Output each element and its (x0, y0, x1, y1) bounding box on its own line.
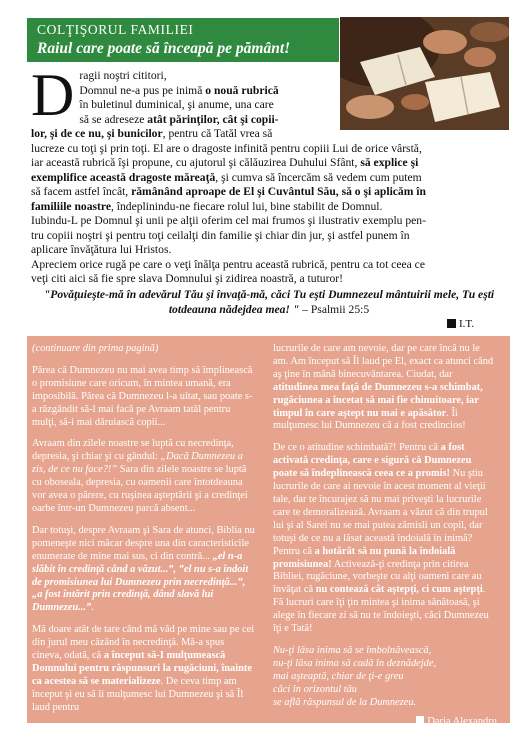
paragraph: Mă doare atât de tare când mă văd pe mine sau pe cei din jurul meu căzând în necredinţă. Mă-a spus cineva, odată, că a început să-I mulţumească Domnului pentru răspunsuri la rugăciuni, înainte ca acestea să se materializeze. De ceva timp am început şi eu să îi mulţumesc lui Dumnezeu şi să Îl laud pentru (32, 624, 255, 713)
article-title: Raiul care poate să înceapă pe pământ! (37, 40, 291, 57)
section-kicker: COLŢIŞORUL FAMILIEI (37, 22, 194, 37)
closing-poem: Nu-ţi lăsa inima să se îmbolnăvească, nu-ţi lăsa inima să cadă în deznădejde, mai aşteaptă, chiar de ţi-e greu căci în orizontul tău se află răspunsul de la Dumnezeu. (273, 644, 437, 708)
article-panel (27, 336, 510, 728)
intro-text: D ragii noştri cititori, Domnul ne-a pus pe inimă o nouă rubrică în buletinul duminical, şi anume, una care să se adreseze atât părinţilor, cât şi copii- lor, şi de ce nu, şi bunicilor, pentru că Tatăl vrea să lucreze cu toţi şi prin toţi. El are o dragoste infinită pentru copiii Lui de orice vârstă, iar această rubrică îşi propune, cu ajutorul şi călăuzirea Duhului Sfânt, să explice şi exemplifice această dragoste măreaţă, şi cumva să încercăm să vedem cum putem să facem astfel încât, rămânând aproape de El şi Cuvântul Său, să o şi aplicăm în familiile noastre, îndeplinindu-ne fiecare rolul lui, bine stabilit de Domnul. Iubindu-L pe Domnul şi unii pe alţii oferim cel mai frumos şi ilustrativ exemplu pen- tru copiii noştri şi pentru toţi ceilalţi din familie şi chiar din jur, şi astfel punem în aplicare învăţătura lui Hristos. Apreciem orice rugă pe care o veţi înălţa pentru această rubrică, pentru ca tot ceea ce veţi citi aici să fie spre slava Domnului şi zidirea noastră, a tuturor! (31, 62, 426, 285)
paragraph: Părea că Dumnezeu nu mai avea timp să împlinească o promisiune care oricum, în mintea umană, era imposibilă. Părea că Dumnezeu l-a uitat, sau poate s-a răzgândit să-l mai facă pe Avraam tatăl pentru mulţi, să-i mai dăruiască copii... (32, 364, 253, 428)
paragraph: De ce o atitudine schimbată?! Pentru că a fost activată credinţa, care e sigură că Dumnezeu poate să îndeplinească ceea ce a promis! Nu ştiu lucrurile de care ai nevoie în acest moment al vieţii tale, dar te încurajez să nu mai priveşti la lucrurile care te demoralizează. Avraam a văzut că din trupul lui şi al Sarei nu se mai putea zămisli un copil, dar totuşi de ce nu a lăsat această îndoială în inimă? Pentru că a hotărât să nu pună la îndoială promisiunea! Activează-ţi credinţa prin citirea Bibliei, rugăciune, vorbeşte cu alţi oameni care au învăţat că nu contează cât aştepţi, ci cum aştepţi. Fă lucruri care îţi ţin mintea şi inima sănătoasă, şi alege în fiecare zi să nu te îndoieşti, căci Dumnezeu îţi e Tată! (273, 442, 489, 635)
drop-cap: D (31, 62, 75, 128)
author-signature: Daria Alexandru (273, 716, 497, 729)
bible-quote: "Povăţuieşte-mă în adevărul Tău şi învaţă-mă, căci Tu eşti Dumnezeul mântuirii mele, Tu eşti totdeauna nădejdea mea! " – Psalmii 25:5 (43, 288, 495, 316)
section-header (27, 18, 339, 62)
quote-reference: – Psalmii 25:5 (299, 302, 370, 316)
paragraph: lucrurile de care am nevoie, dar pe care încă nu le am. Am început să Îl laud pe El, exact ca atunci când aş ţine în mână binecuvântarea. Ciudat, dar atitudinea mea faţă de Dumnezeu s-a schimbat, rugăciunea a încetat să mai fie chinuitoare, iar timpul în care aştept nu mai e apăsător. Îi mulţumesc lui Dumnezeu că a fost credincios! (273, 343, 494, 432)
continued-note: (continuare din prima pagină) (32, 343, 159, 354)
paragraph: Avraam din zilele noastre se luptă cu necredinţa, depresia, şi chiar şi cu gândul: „Dacă Dumnezeu a zis, de ce nu face?!” Sara din zilele noastre se luptă cu oboseala, depresia, cu oamenii care întotdeauna vor avea o părere, cu ruşinea aşteptării şi a credinţei oarbe într-un Dumnezeu parcă absent... (32, 438, 248, 514)
article-column-right (273, 343, 497, 729)
article-column-left (32, 343, 256, 724)
paragraph: Dar totuşi, despre Avraam şi Sara de atunci, Biblia nu pomeneşte nici măcar despre una din caracteristicile enumerate de mine mai sus, ci din contră... „el n-a slăbit în credinţă când a văzut...”, ”el nu s-a îndoit de promisiunea lui Dumnezeu prin necredinţă...”, „a fost întărit prin credinţă, dând slavă lui Dumnezeu...”. (32, 524, 255, 614)
square-bullet-icon (447, 319, 456, 328)
square-bullet-icon (416, 716, 424, 724)
author-initials: I.T. (447, 318, 474, 330)
